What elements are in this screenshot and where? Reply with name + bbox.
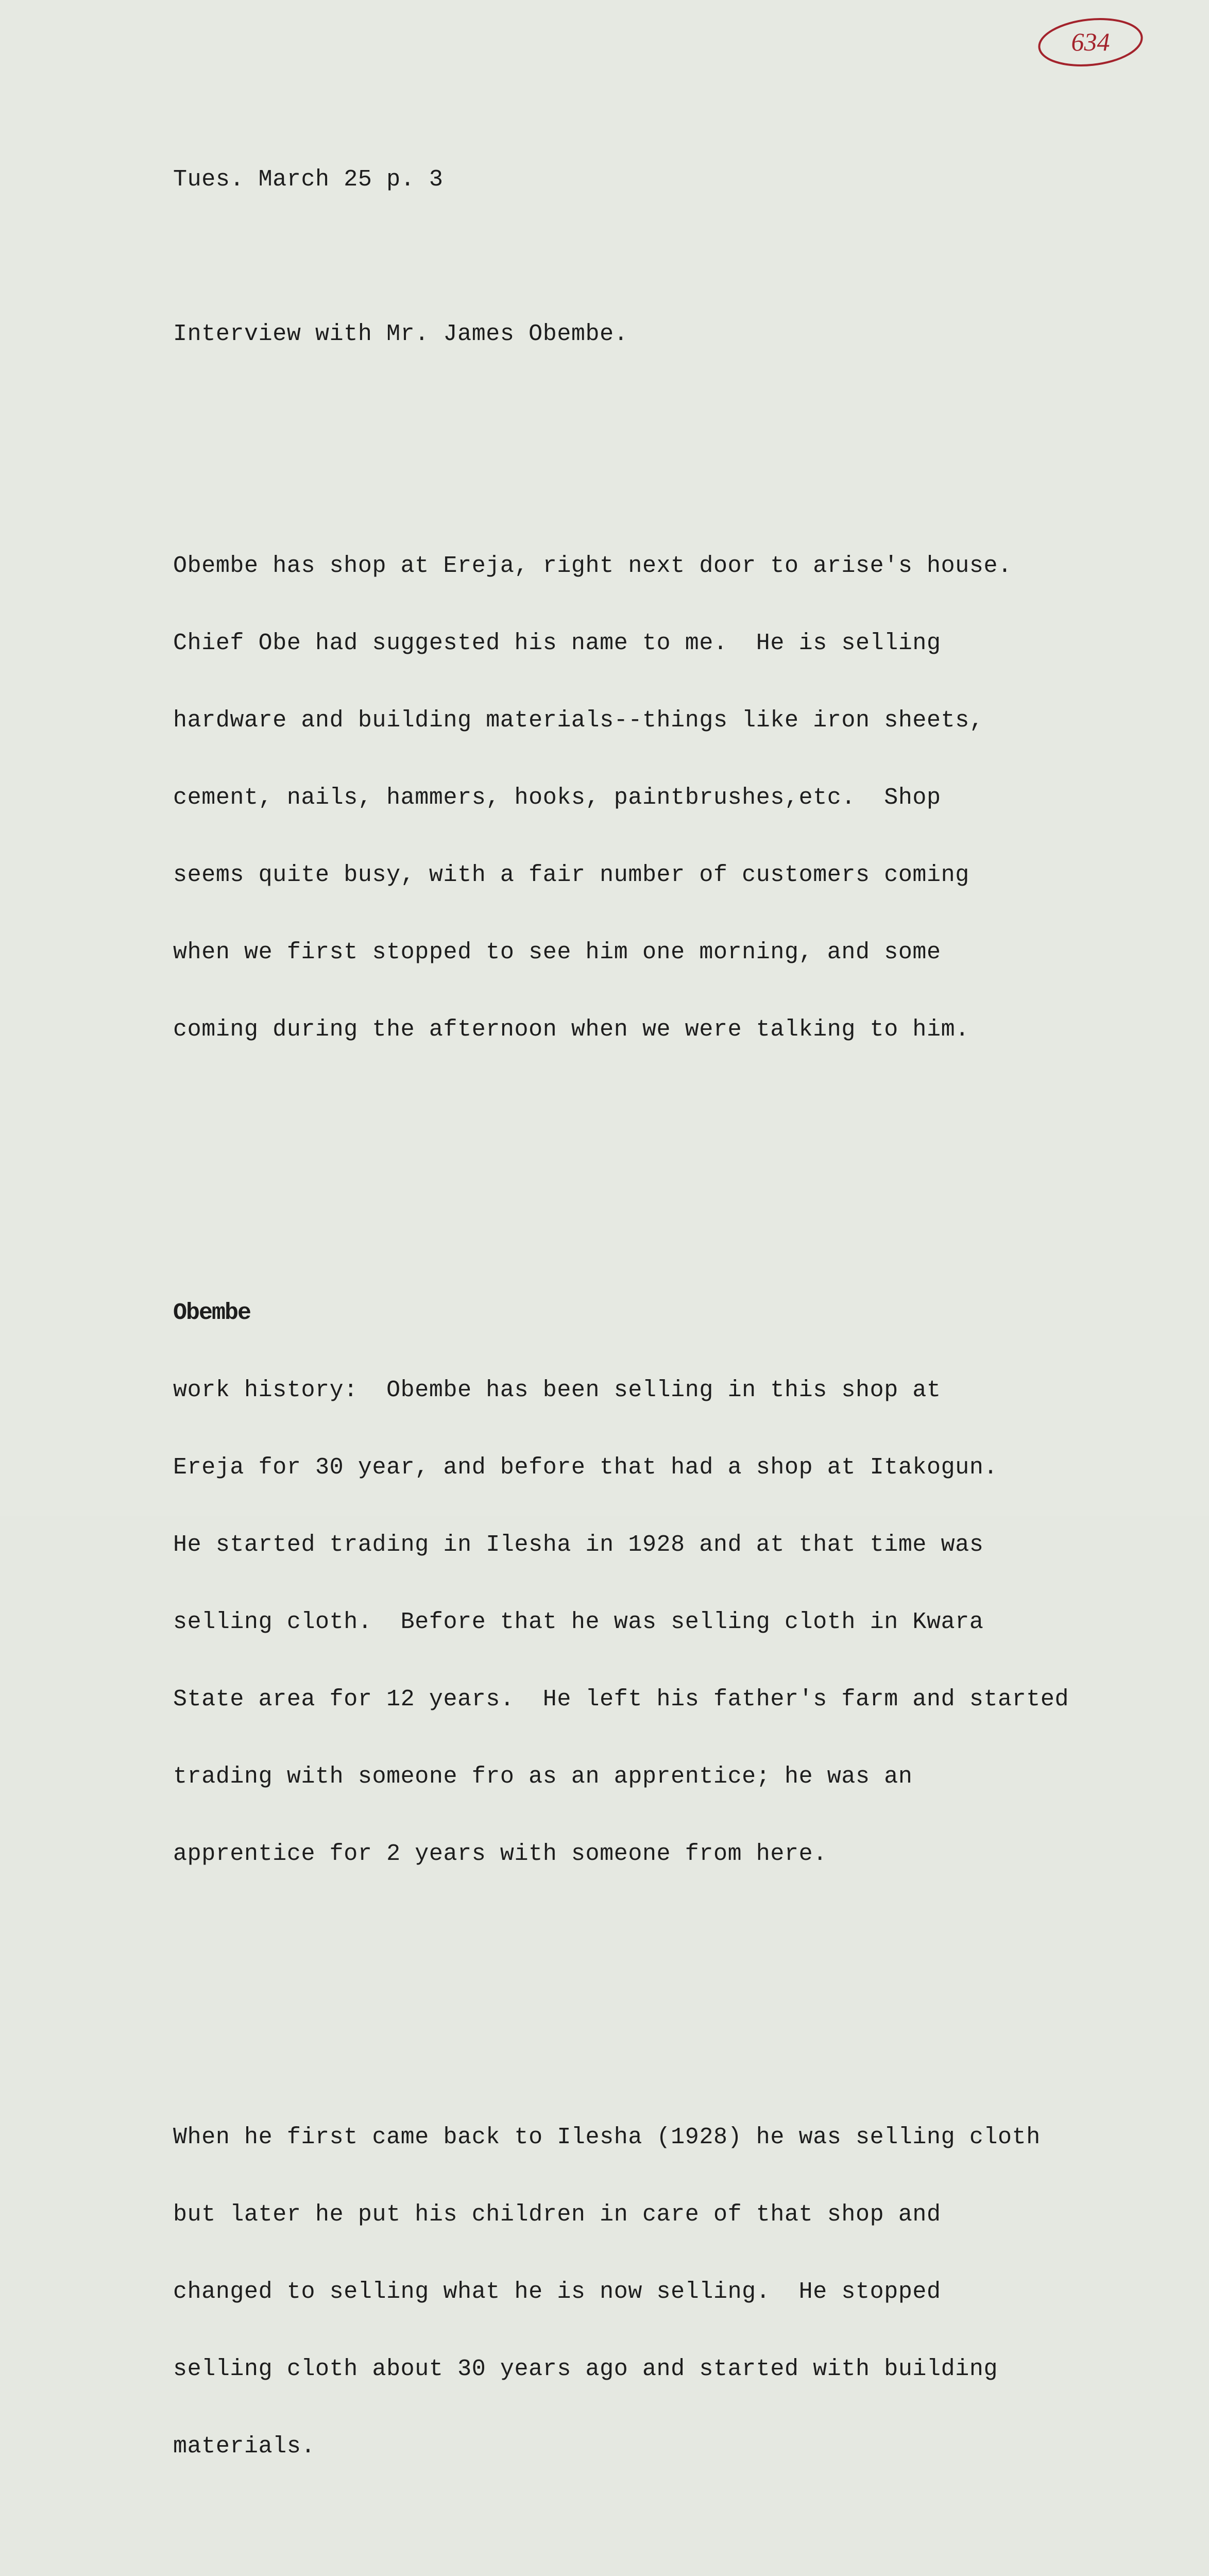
text-line: work history: Obembe has been selling in this shop at	[173, 1377, 941, 1403]
spacer	[173, 1146, 1193, 1172]
text-line: cement, nails, hammers, hooks, paintbrushes,etc. Shop	[173, 785, 941, 811]
date-line: Tues. March 25 p. 3	[173, 166, 444, 193]
paragraph-work-history	[173, 1249, 1193, 1919]
spacer	[173, 2563, 1193, 2576]
text-line: Obembe has shop at Ereja, right next door to arise's house.	[173, 553, 1012, 579]
spacer	[173, 399, 1193, 425]
text-line: hardware and building materials--things like iron sheets,	[173, 707, 984, 734]
text-line: changed to selling what he is now selling. He stopped	[173, 2279, 941, 2305]
page-number-text: 634	[1071, 27, 1110, 56]
text-line: but later he put his children in care of that shop and	[173, 2201, 941, 2228]
text-line: When he first came back to Ilesha (1928) he was selling cloth	[173, 2124, 1041, 2150]
text-line: when we first stopped to see him one morning, and some	[173, 939, 941, 965]
text-line: Chief Obe had suggested his name to me. He is selling	[173, 630, 941, 656]
text-line: materials.	[173, 2433, 316, 2460]
paragraph-return-to-ilesha	[173, 2073, 1193, 2511]
text-line: He started trading in Ilesha in 1928 and at that time was	[173, 1532, 984, 1558]
spacer	[173, 1970, 1193, 1996]
struck-out-heading: Obembe	[173, 1300, 251, 1326]
text-line: coming during the afternoon when we were talking to him.	[173, 1016, 969, 1043]
spacer	[173, 244, 1193, 270]
text-line: seems quite busy, with a fair number of customers coming	[173, 862, 969, 888]
text-line: State area for 12 years. He left his father's farm and started	[173, 1686, 1069, 1713]
text-line: apprentice for 2 years with someone from here.	[173, 1841, 827, 1867]
paragraph-shop-description	[173, 502, 1193, 1094]
text-line: Ereja for 30 year, and before that had a shop at Itakogun.	[173, 1454, 998, 1481]
typed-text-body	[173, 115, 1193, 2576]
text-line: selling cloth about 30 years ago and started with building	[173, 2356, 998, 2382]
page-number-annotation	[1035, 13, 1146, 69]
text-line: trading with someone fro as an apprentice; he was an	[173, 1764, 913, 1790]
text-line: selling cloth. Before that he was selling cloth in Kwara	[173, 1609, 984, 1635]
circled-number-icon	[1035, 13, 1146, 69]
interview-title: Interview with Mr. James Obembe.	[173, 321, 628, 347]
